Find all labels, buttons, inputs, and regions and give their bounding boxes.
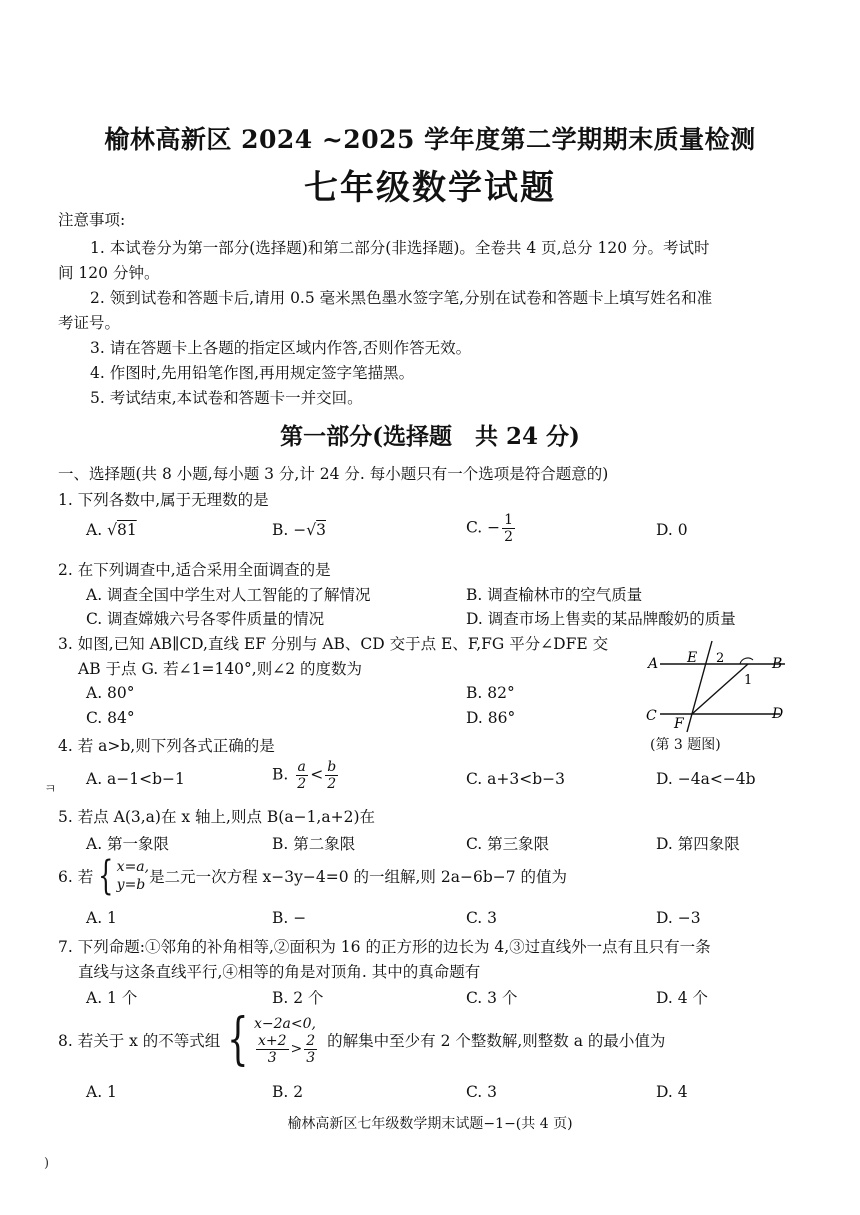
q8-option-a: A. 1 [86, 1083, 117, 1101]
page-footer: 榆林高新区七年级数学期末试题−1−(共 4 页) [287, 1116, 573, 1132]
q8-num-2: 2 [306, 1032, 316, 1049]
q1-c-label: C. − [466, 518, 501, 537]
q1-option-d: D. 0 [656, 521, 688, 539]
q2-option-d: D. 调查市场上售卖的某品牌酸奶的质量 [466, 610, 736, 628]
q2-stem: 2. 在下列调查中,适合采用全面调查的是 [58, 561, 331, 579]
q4-b-num-1: a [297, 759, 306, 775]
q7-option-d: D. 4 个 [656, 989, 709, 1007]
q8-den-2: 3 [306, 1049, 316, 1066]
angle-1-arc [740, 658, 753, 664]
q8-option-c: C. 3 [466, 1083, 498, 1101]
q8-operator: > [290, 1041, 303, 1057]
q5-option-d: D. 第四象限 [656, 835, 740, 853]
q4-b-label: B. [272, 765, 289, 784]
q1-b-label: B. − [272, 521, 307, 539]
q1-a-label: A. [86, 521, 103, 539]
q1-c-fraction [502, 513, 515, 544]
q2-option-c: C. 调查嫦娥六号各零件质量的情况 [86, 610, 325, 628]
q5-stem: 5. 若点 A(3,a)在 x 轴上,则点 B(a−1,a+2)在 [58, 808, 376, 826]
brace-icon: { [227, 1007, 249, 1072]
q4-option-c: C. a+3<b−3 [466, 770, 566, 788]
q7-option-a: A. 1 个 [86, 989, 138, 1007]
q6-post: 是二元一次方程 x−3y−4=0 的一组解,则 2a−6b−7 的值为 [149, 868, 568, 886]
q5-option-b: B. 第二象限 [272, 835, 356, 853]
q2-option-b: B. 调查榆林市的空气质量 [466, 586, 643, 604]
q2-option-a: A. 调查全国中学生对人工智能的了解情况 [86, 586, 371, 604]
q8-stem [58, 1007, 666, 1072]
q4-option-b [272, 760, 340, 791]
q3-stem-2: AB 于点 G. 若∠1=140°,则∠2 的度数为 [78, 660, 362, 678]
q4-b-den-2: 2 [327, 776, 337, 792]
q7-option-c: C. 3 个 [466, 989, 518, 1007]
q5-option-a: A. 第一象限 [86, 835, 170, 853]
notes-heading: 注意事项: [58, 211, 126, 229]
q1-c-den: 2 [504, 529, 514, 545]
section-heading: 一、选择题(共 8 小题,每小题 3 分,计 24 分. 每小题只有一个选项是符合题意的) [58, 465, 609, 483]
note-2b: 考证号。 [58, 314, 121, 332]
q4-b-num-2: b [327, 759, 337, 775]
q3-stem-1: 3. 如图,已知 AB∥CD,直线 EF 分别与 AB、CD 交于点 E、F,FG 平分∠DFE 交 [58, 635, 609, 653]
q8-option-d: D. 4 [656, 1083, 688, 1101]
q6-eq-1: x=a, [116, 858, 150, 875]
q6-option-a: A. 1 [86, 909, 117, 927]
q6-option-b: B. − [272, 909, 307, 927]
q7-stem-2: 直线与这条直线平行,④相等的角是对顶角. 其中的真命题有 [78, 963, 481, 981]
note-2a: 2. 领到试卷和答题卡后,请用 0.5 毫米黑色墨水签字笔,分别在试卷和答题卡上填写姓名和准 [90, 289, 713, 307]
part1-title: 第一部分(选择题 共 24 分) [280, 423, 580, 450]
label-b: B [772, 656, 783, 672]
note-5: 5. 考试结束,本试卷和答题卡一并交回。 [90, 389, 363, 407]
q8-ineq-1: x−2a<0, [253, 1016, 316, 1033]
label-e: E [687, 650, 698, 666]
exam-subtitle: 七年级数学试题 [304, 168, 556, 208]
note-4: 4. 作图时,先用铅笔作图,再用规定签字笔描黑。 [90, 364, 415, 382]
note-3: 3. 请在答题卡上各题的指定区域内作答,否则作答无效。 [90, 339, 472, 357]
q6-stem [58, 853, 568, 899]
q8-frac-2 [304, 1034, 317, 1065]
q1-option-b [272, 521, 326, 539]
q8-ineq-2 [254, 1034, 319, 1065]
q1-c-num: 1 [504, 512, 514, 528]
q1-b-radicand: 3 [316, 521, 326, 539]
q4-b-den-1: 2 [297, 776, 307, 792]
q8-num-1: x+2 [257, 1032, 287, 1049]
label-a: A [648, 656, 659, 672]
q4-b-operator: < [310, 765, 324, 784]
label-f: F [674, 716, 684, 732]
q6-pre: 6. 若 [58, 868, 94, 886]
q6-option-c: C. 3 [466, 909, 498, 927]
q4-option-a: A. a−1<b−1 [86, 770, 185, 788]
q3-option-c: C. 84° [86, 709, 135, 727]
q6-system [117, 858, 149, 894]
sqrt-sign: √ [306, 521, 317, 539]
q8-system [254, 1015, 319, 1064]
q8-pre: 8. 若关于 x 的不等式组 [58, 1032, 221, 1050]
q1-option-c [466, 513, 517, 544]
q3-option-b: B. 82° [466, 684, 515, 702]
brace-icon: { [98, 853, 114, 899]
margin-mark-left: ㅋ [44, 782, 57, 797]
exam-title: 榆林高新区 2024 ~2025 学年度第二学期期末质量检测 [104, 125, 756, 154]
q8-den-1: 3 [267, 1049, 277, 1066]
q3-figure-caption: (第 3 题图) [650, 737, 721, 753]
q4-b-frac-2 [325, 760, 338, 791]
q4-b-frac-1 [295, 760, 308, 791]
q8-frac-1 [256, 1034, 289, 1065]
q8-post: 的解集中至少有 2 个整数解,则整数 a 的最小值为 [327, 1032, 666, 1050]
q1-stem: 1. 下列各数中,属于无理数的是 [58, 491, 269, 509]
q6-eq-2: y=b [116, 877, 146, 893]
q7-stem-1: 7. 下列命题:①邻角的补角相等,②面积为 16 的正方形的边长为 4,③过直线外一点有且只有一条 [58, 938, 711, 956]
q5-option-c: C. 第三象限 [466, 835, 550, 853]
q6-option-d: D. −3 [656, 909, 701, 927]
label-d: D [772, 706, 784, 722]
margin-mark-bottom: ) [44, 1156, 50, 1171]
q3-figure [640, 636, 790, 736]
q4-stem: 4. 若 a>b,则下列各式正确的是 [58, 737, 275, 755]
note-1a: 1. 本试卷分为第一部分(选择题)和第二部分(非选择题)。全卷共 4 页,总分 120 分。考试时 [90, 239, 710, 257]
q1-a-radicand: 81 [116, 521, 137, 539]
label-angle-1: 1 [744, 673, 753, 688]
q7-option-b: B. 2 个 [272, 989, 324, 1007]
q3-option-a: A. 80° [86, 684, 135, 702]
q3-option-d: D. 86° [466, 709, 516, 727]
q1-option-a [86, 521, 137, 539]
label-angle-2: 2 [716, 651, 725, 666]
sqrt-sign: √ [107, 521, 117, 539]
line-fg [692, 664, 748, 714]
label-c: C [646, 708, 657, 724]
q4-option-d: D. −4a<−4b [656, 770, 756, 788]
q8-option-b: B. 2 [272, 1083, 304, 1101]
note-1b: 间 120 分钟。 [58, 264, 160, 282]
